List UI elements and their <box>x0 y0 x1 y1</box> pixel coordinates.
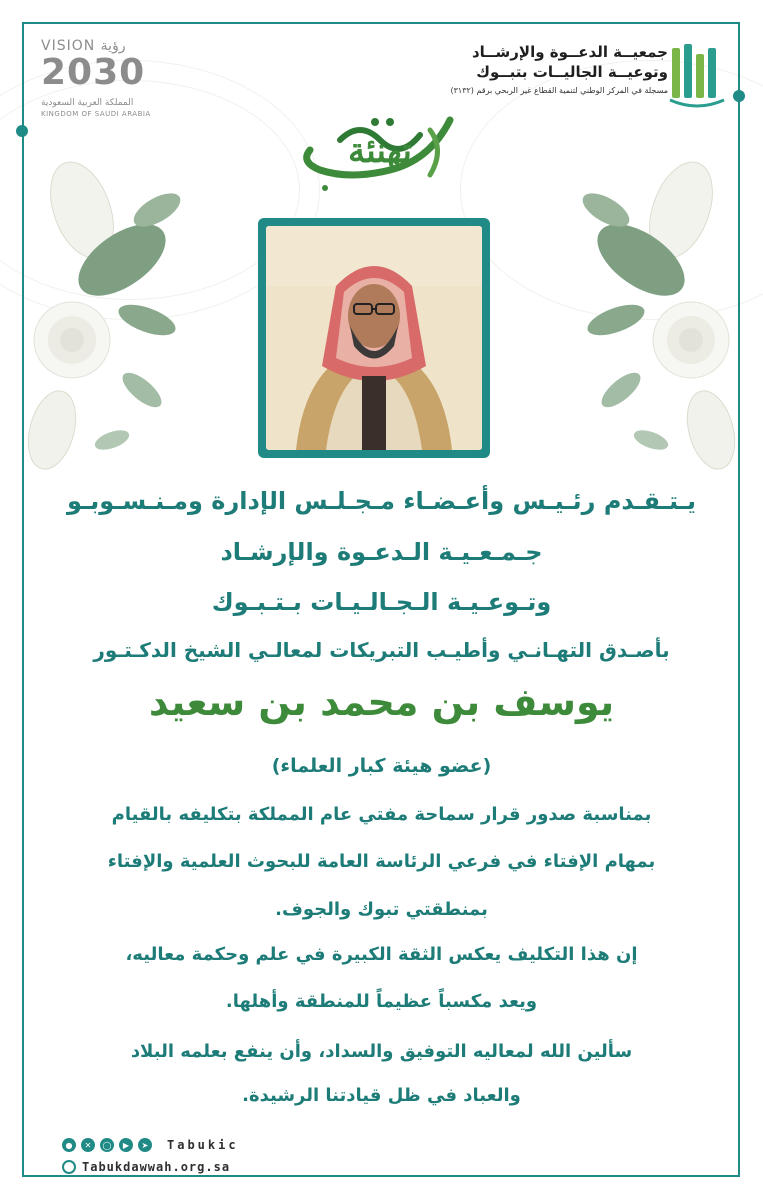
youtube-icon[interactable]: ▶ <box>119 1138 133 1152</box>
globe-icon <box>62 1160 76 1174</box>
body-line: ويعد مكسباً عظيماً للمنطقة وأهلها. <box>225 991 538 1012</box>
website-link[interactable] <box>62 1160 230 1174</box>
congratulations-calligraphy <box>280 100 480 200</box>
vision-country-ar: المملكة العربية السعودية <box>41 98 134 108</box>
body-line: بمهام الإفتاء في فرعي الرئاسة العامة للبحوث العلمية والإفتاء <box>107 851 656 872</box>
greeting-line-3: وتـوعـيـة الـجـالـيـات بـتـبـوك <box>211 588 552 616</box>
website-url[interactable]: Tabukdawwah.org.sa <box>82 1160 231 1174</box>
x-icon[interactable]: ✕ <box>81 1138 95 1152</box>
portrait-illustration <box>266 226 482 450</box>
body-line: سألين الله لمعاليه التوفيق والسداد، وأن ينفع بعلمه البلاد <box>130 1041 633 1062</box>
frame-border-bottom <box>22 1175 740 1177</box>
frame-border-top <box>22 22 740 24</box>
greeting-line-4: بأصـدق التهـانـي وأطيـب التبريكات لمعالـي الشيخ الدكـتـور <box>93 638 670 662</box>
greeting-line-2: جـمـعـيـة الـدعـوة والإرشـاد <box>220 538 543 566</box>
body-line: بمناسبة صدور قرار سماحة مفتي عام المملكة بتكليفه بالقيام <box>111 804 652 825</box>
flowers-right-decoration <box>571 150 741 480</box>
honoree-role: (عضو هيئة كبار العلماء) <box>271 755 492 777</box>
organization-name-line1: جمعيــة الدعــوة والإرشــاد <box>471 43 668 61</box>
portrait-photo <box>266 226 482 450</box>
vision-country-en: KINGDOM OF SAUDI ARABIA <box>41 110 151 118</box>
vision-2030-logo <box>35 38 165 118</box>
honoree-name: يوسف بن محمد بن سعيد <box>148 680 615 724</box>
calligraphy-title-text: تهنئة <box>348 131 412 171</box>
flowers-left-decoration <box>22 150 192 480</box>
social-handle[interactable]: Tabukic <box>167 1138 239 1152</box>
body-line: بمنطقتي تبوك والجوف. <box>275 899 488 920</box>
body-line: والعباد في ظل قيادتنا الرشيدة. <box>242 1085 521 1106</box>
snapchat-icon[interactable]: ● <box>62 1138 76 1152</box>
greeting-line-1: يـتـقـدم رئـيـس وأعـضـاء مـجـلـس الإدارة ومـنـسـوبـو <box>67 487 696 515</box>
frame-dot <box>733 90 745 102</box>
instagram-icon[interactable]: ◯ <box>100 1138 114 1152</box>
organization-logo-icon <box>668 40 726 112</box>
vision-year: 2030 <box>41 52 146 93</box>
vision-title: VISION رؤية <box>41 38 126 54</box>
frame-dot <box>16 125 28 137</box>
organization-name <box>358 42 668 95</box>
organization-name-line2: وتوعيــة الجاليــات بتبــوك <box>476 63 668 81</box>
social-links <box>62 1136 239 1154</box>
body-line: إن هذا التكليف يعكس الثقة الكبيرة في علم وحكمة معاليه، <box>125 944 638 965</box>
organization-registration: مسجلة في المركز الوطني لتنمية القطاع غير الربحي برقم (٣١٣٢) <box>450 86 668 95</box>
telegram-icon[interactable]: ➤ <box>138 1138 152 1152</box>
